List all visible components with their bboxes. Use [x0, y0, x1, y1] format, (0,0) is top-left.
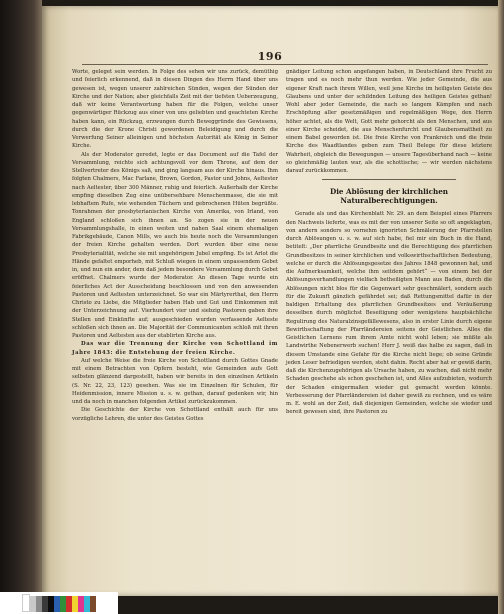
left-column [72, 68, 278, 423]
section-divider [322, 179, 456, 180]
page-number: 196 [257, 50, 283, 63]
book-spine [0, 0, 42, 614]
section-title: Die Ablösung der kirchlichen Naturalberechtigungen. [329, 187, 449, 206]
book-page [42, 6, 498, 596]
page-edge [498, 0, 504, 614]
paragraph-emphasis: Das war die Trennung der Kirche von Schottland im Jahre 1843: die Entstehung der freien Kirche. [72, 341, 278, 356]
paragraph: Auf welche Weise die freie Kirche von Schottland durch Gottes Gnade mit einem Betrachten von Opfern besteht, wie Gemeinden aufs Gott selbsten glänzend dargestellt, haben wir bereits in den einzelnen Artikeln (S. Nr. 22, 23, 123) gesehen. Was sie im Einzelnen für Schulen, für Heidenmission, innere Mission u. s. w. gethan, darauf gedenken wir, hin und da noch in manchen folgenden Artikel zurückzukommen. [72, 357, 278, 405]
right-column [286, 68, 492, 417]
color-calibration-strip [0, 592, 118, 614]
paragraph: Die Geschichte der Kirche von Schottland enthält auch für uns vorzügliche Lehren, die unter des Geistes Gottes [72, 407, 278, 422]
paragraph: gnädiger Leitung schon angefangen haben, in Deutschland ihre Frucht zu tragen und es noch mehr thun werden. Wie jeder Gemeinde, die aus eigener Kraft nach ihrem Willen, weil jene Kirche im heiligsten Geiste des Glaubens und unter der schildnden Leitung des heiligen Geistes gethan! Wohl aber jeder Gemeinde, die nach so langem Kämpfen und nach Erschöpfung aller gesetzmäßigen und regelmäßigen Wege, den Herrn höher achtet, als die Welt, Gott mehr gehorcht als den Menschen, und aus einer Kirche scheidet, die aus Menschenfurcht und Glaubensmattheit zu einem Babel geworden ist. Die freie Kirche von Frankreich und die freie Kirche des Waadtlandes geben zum Theil Belege für diese letztere Wahrheit, obgleich die Bewegungen — unsere Tagesüberhand nach — keine so gleichmäßig lauten war, als die schottische; — wir werden nächstens darauf zurückkommen. [286, 69, 492, 174]
header-rule [82, 64, 488, 65]
paragraph: Worte, geleget sein werden. In Folge des sehen wir uns zurück, demüthig und feierlich erkennend, daß in diesen Dingen des Herrn Hand über uns gewesen ist, wegen unserer zahlreichen Sünden, wegen der Sünden der Kirche und der Nation; aber gleichfalls Zeit mit der tiefsten Ueberzeugung, daß wir keine Verantwortung haben für die Folgen, welche unser gegenwärtiger Rückzug aus einer von uns geliebten und geachteten Kirche haben kann, ein Rückzug, erzwungen durch Beweggründe des Gewissens, durch die der Krone Christi gewordenen Beleidigung und durch die Verwerfung Seiner alleinigen und höchsten Autorität als König in Seiner Kirche. [72, 69, 278, 150]
paragraph: Gerade als und das Kirchenblatt Nr. 29. an dem Beispiel eines Pfarrers den Nachweis lieferte, was es mit der von unserer Seite so oft angeklagten, von andern sonders so vornehm ignorirten Schmälerung der Pfarrstellen durch Ablösungen u. s. w. auf sich habe, fiel mir ein Buch in die Hand, betitelt: „Der pfarrliche Grundbesitz und die Berechtigung des pfarrlichen Grundbesitzes in seiner kirchlichen und volkswirthschaftlichen Bedeutung, welche er durch die Ablösungsgesetze des Jahres 1848 gewonnen hat, und die Aufmerksamkeit, welche ihm seitdem gehört“ — von einem bei der Ablösungsverhandlungen vielfach betheiligten Mann aus Baden, durch die Ablösungen nicht blos für die Gegenwart sehr geschmälert, sondern auch für die Zukunft gänzlich gefährdet sei; daß Rettungsmittel dafür in der baldigen Erhaltung des pfarrlichen Grundbesitzes und Veräußerung desselben durch möglichst Beseitigung oder wenigstens hauptsächliche Regulirung des Naturalzinsgefällewesens, also in erster Linie durch eigene Bewirthschaftung der Pfarrländereien seitens der Geistlichen. Alles die Geistlichen Lernens rum ihrem Amte nicht wohl leben; sie müßte als Landwirthe Nebenerwerb suchen! Herr J. weiß das halbe zu sagen, daß in diesem Umstande eine Gefahr für die Kirche nicht liege; ob seine Gründe jeden Leser befriedigen werden, steht dahin. Recht aber hat er gewiß darin, daß die Kirchenzugehörigen als Ursache haben, zu wachen, daß nicht mehr Schaden geschehe als schon geschehen ist, und Alles aufzubieten, wodurch der Schaden einigermaßen wieder gut gemacht werden könnte. Verbesserung der Pfarrländereien ist daher gewiß zu rechnen, und es wäre m. E. wohl an der Zeit, daß diejenigen Gemeinden, welche sie wieder und bereit gewesen sind, ihre Pastoren zu [286, 211, 492, 416]
paragraph: Als der Moderator geredet, legte er das Document auf die Tafel der Versammlung, reichte sich achtungsvoll vor dem Throne, auf dem der Stellvertreter des Königs saß, und ging langsam aus der Kirche hinaus. Ihm folgten Chalmers, Mac Farlane, Brown, Gordon, Pastor und Johns, Aeltester nach Aeltester, über 300 Männer, ruhig und feierlich. Außerhalb der Kirche empfing dieselben Zug eine unübersehbare Menschenmasse, die sie mit lebhaftem Rufe, wie wehenden Tüchern und gebrochenen Hüten begrüßte. Tonrahmen der presbyterianischen Kirche von Amerika, von Irland, von England schloßen sich ihnen an. So zogen sie in der neuen Versammlungshalle, in einen weiten und nahen Saal einem ehemaligen Fabrikgebäude, Canon Mills, wo auch bis heute noch die Versammlungen der freien Kirche gehalten werden. Dort wurden über eine neue Presbyterialität, welche sie mit ungehörigem Jubel empfing. Es ist Arlot die Hände gefaltet emporheb, mit Schluß wiegen in einem unpassendem Gebet in, und nun ein ander, dem daß jedem besondere Versammlung durch Gebet eröffnet. Chalmers wurde der Moderator. An diesen Tage wurde ein feierliches Act der Ausscheidung beschlossen und von den anwesenden Pastoren und Aeltesten unterzeichnet. So war ein Märtyrerthat, den Herrn Christo zu Liebe, die Mitglieder haben Hab und Gut und Einkommen mit der Unterzeichnung auf. Vierhundert vier und siebzig Pastoren gaben ihre Stellen und Einkünfte auf; ausgeschieden wurden verfassende Aelteste schloßen sich ihnen an. Die Majorität der Communicanten schloß mit ihren Pastoren und Aeltesten aus der etablirten Kirche aus. [72, 151, 278, 339]
